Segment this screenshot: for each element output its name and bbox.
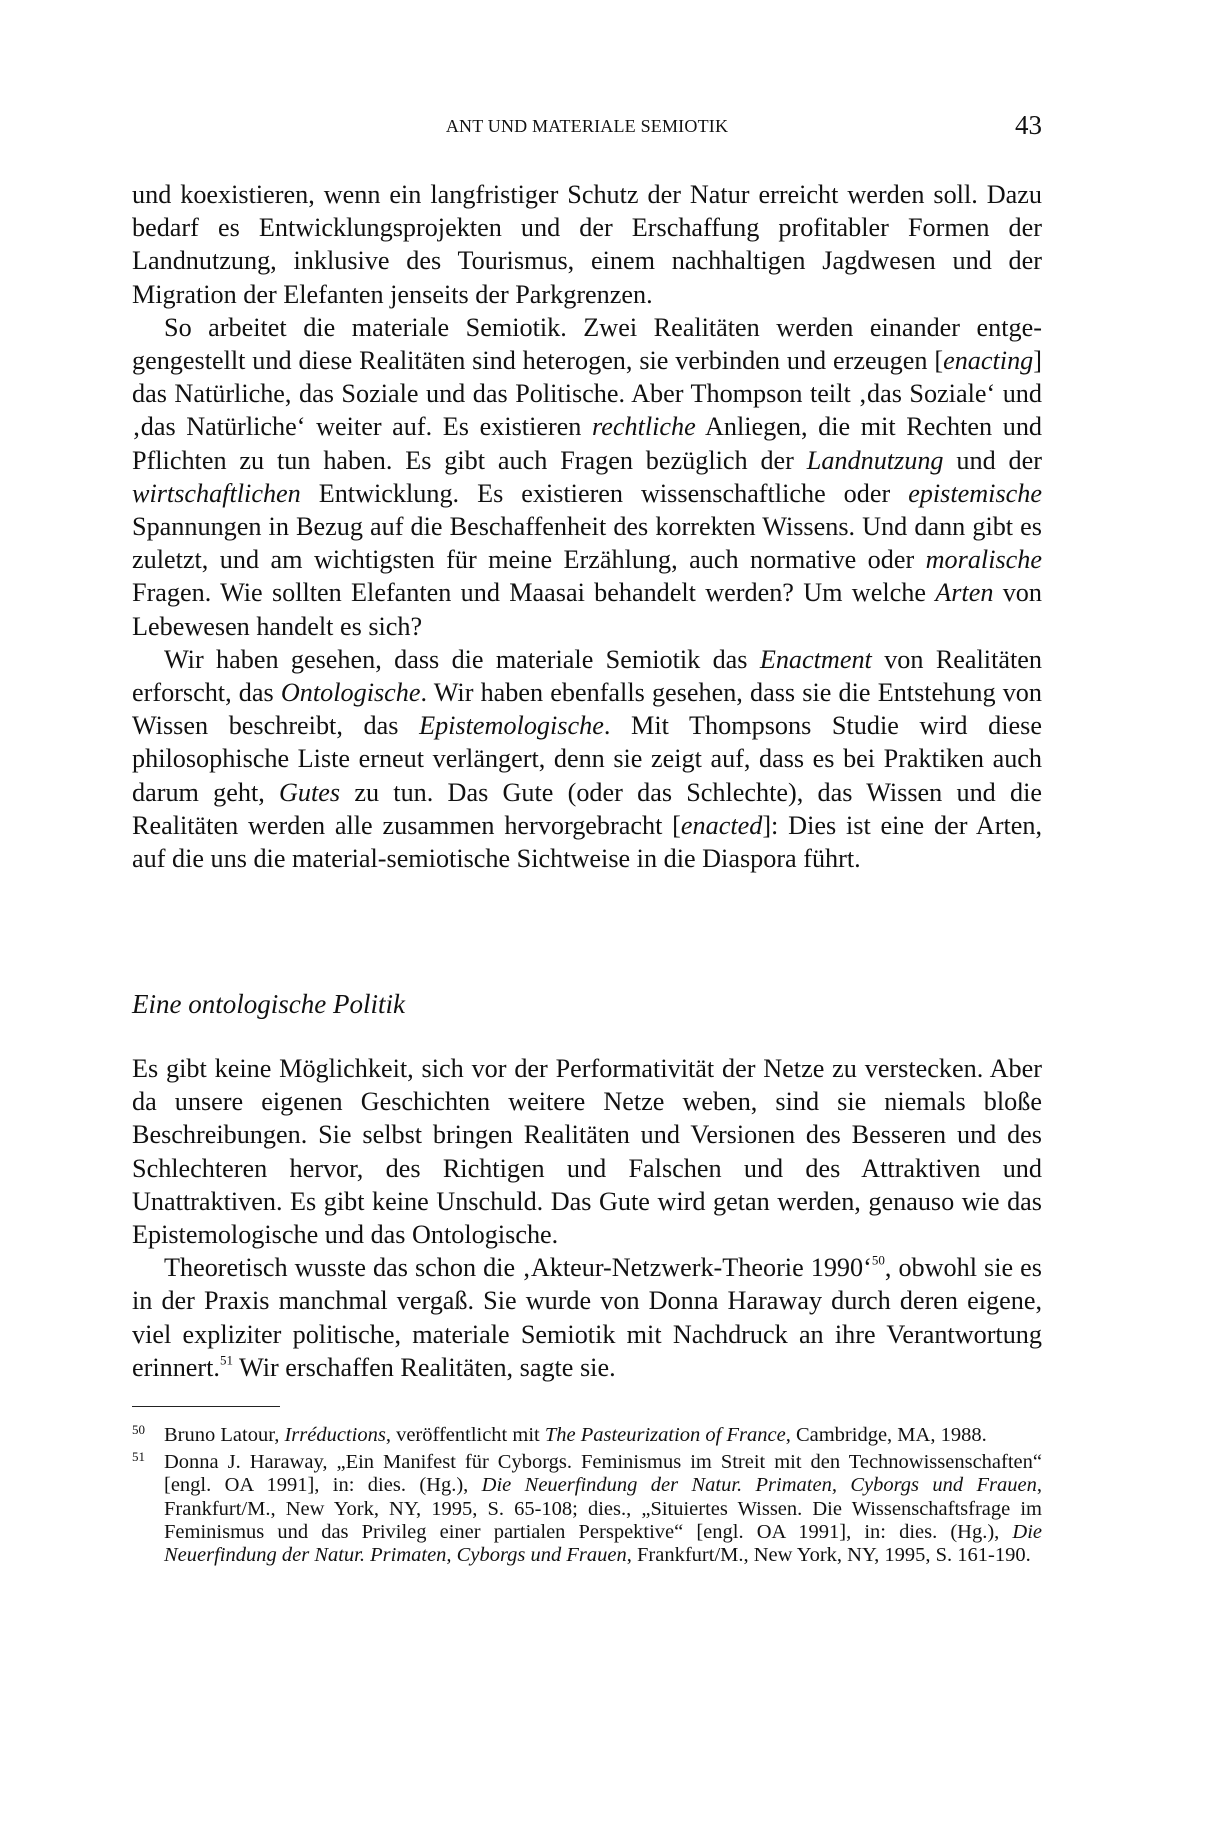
italic-term: wirtschaftlichen	[132, 478, 301, 508]
footnotes	[132, 1424, 1042, 1571]
italic-term: Ontologische	[280, 678, 421, 708]
footnote-number: 50	[132, 1422, 145, 1437]
italic-term: rechtliche	[592, 412, 696, 442]
italic-term: enacting	[943, 346, 1034, 376]
footnote-ref-50[interactable]: 50	[871, 1252, 885, 1268]
body-text	[132, 178, 1042, 875]
italic-term: enacted	[680, 810, 763, 840]
paragraph-3: Wir haben gesehen, dass die materiale Semiotik das Enactment von Realitäten erforscht, das Ontologische. Wir haben ebenfalls gesehen, dass sie die Entstehung von Wissen beschreibt, das Epistemologische. Mit Thompsons Studie wird diese philosophische Liste erneut verlängert, denn sie zeigt auf, dass es bei Praktiken auch darum geht, Gutes zu tun. Das Gute (oder das Schlechte), das Wissen und die Realitäten werden alle zusammen hervorgebracht [enacted]: Dies ist eine der Arten, auf die uns die material-semiotische Sichtweise in die Diaspora führt.	[132, 644, 1042, 874]
section-text	[132, 1052, 1042, 1384]
footnote-51: 51 Donna J. Haraway, „Ein Manifest für Cyborgs. Feminismus im Streit mit den Technowissenschaften“ [engl. OA 1991], in: dies. (Hg.), Die Neuerfindung der Natur. Primaten, Cyborgs und Frauen, Frankfurt/M., New York, NY, 1995, S. 65-108; dies., „Situiertes Wissen. Die Wissenschaftsfrage im Feminismus und das Privileg einer partialen Perspektive“ [engl. OA 1991], in: dies. (Hg.), Die Neuerfindung der Natur. Primaten, Cyborgs und Frauen, Frankfurt/M., New York, NY, 1995, S. 161-190.	[132, 1451, 1042, 1567]
italic-term: epistemische	[908, 478, 1042, 508]
book-page	[132, 0, 1042, 1835]
italic-term: Arten	[935, 578, 994, 608]
italic-term: Enactment	[759, 644, 872, 674]
footnote-50: 50 Bruno Latour, Irréductions, veröffentlicht mit The Pasteurization of France, Cambridge, MA, 1988.	[132, 1424, 1042, 1447]
italic-term: Landnutzung	[806, 445, 944, 475]
italic-term: moralische	[925, 545, 1042, 575]
italic-term: Gutes	[279, 777, 341, 807]
page-number: 43	[1015, 110, 1042, 140]
footnote-ref-51[interactable]: 51	[219, 1352, 233, 1368]
paragraph-2: So arbeitet die materiale Semiotik. Zwei Realitäten werden einander entgegengestellt und diese Realitäten sind heterogen, sie verbinden und erzeugen [enacting] das Natürliche, das Soziale und das Politische. Aber Thompson teilt ‚das Soziale‘ und ‚das Natürliche‘ weiter auf. Es existieren rechtliche Anliegen, die mit Rechten und Pflichten zu tun haben. Es gibt auch Fragen bezüglich der Landnutzung und der wirtschaftlichen Entwicklung. Es existieren wissenschaftliche oder epistemische Spannungen in Bezug auf die Beschaffenheit des korrekten Wissens. Und dann gibt es zuletzt, und am wichtigsten für meine Erzählung, auch normative oder moralische Fragen. Wie sollten Elefanten und Maasai behandelt werden? Um welche Arten von Lebewesen handelt es sich?	[132, 312, 1043, 641]
section-paragraph-1: Es gibt keine Möglichkeit, sich vor der Performativität der Netze zu verstecken. Aber da unsere eigenen Geschichten weitere Netze weben, sind sie niemals bloße Beschreibungen. Sie selbst bringen Realitäten und Versionen des Besseren und des Schlechteren hervor, des Richtigen und Falschen und des Attraktiven und Unattraktiven. Es gibt keine Unschuld. Das Gute wird getan werden, genauso wie das Epistemologische und das Ontologische.	[132, 1054, 1042, 1250]
running-title: ANT UND MATERIALE SEMIOTIK	[445, 116, 729, 136]
section-paragraph-2: Theoretisch wusste das schon die ‚Akteur-Netzwerk-Theorie 1990‘$^{50}$, obwohl sie es in der Praxis manchmal vergaß. Sie wurde von Donna Haraway durch deren eigene, viel expliziter politische, materiale Semiotik mit Nachdruck an ihre Verantwortung erinnert.$^{51}$ Wir erschaffen Realitäten, sagte sie.	[132, 1252, 1042, 1382]
running-head	[132, 110, 1042, 142]
paragraph-1: und koexistieren, wenn ein langfristiger Schutz der Natur erreicht werden soll. Dazu bedarf es Entwicklungsprojekten und der Erschaffung profitabler Formen der Landnutzung, inklusive des Tourismus, einem nachhaltigen Jagdwesen und der Migration der Elefanten jenseits der Parkgrenzen.	[132, 180, 1042, 309]
footnote-number: 51	[132, 1449, 145, 1465]
italic-term: Epistemologische	[419, 711, 604, 741]
footnote-divider	[132, 1406, 280, 1407]
section-heading: Eine ontologische Politik	[132, 989, 405, 1019]
